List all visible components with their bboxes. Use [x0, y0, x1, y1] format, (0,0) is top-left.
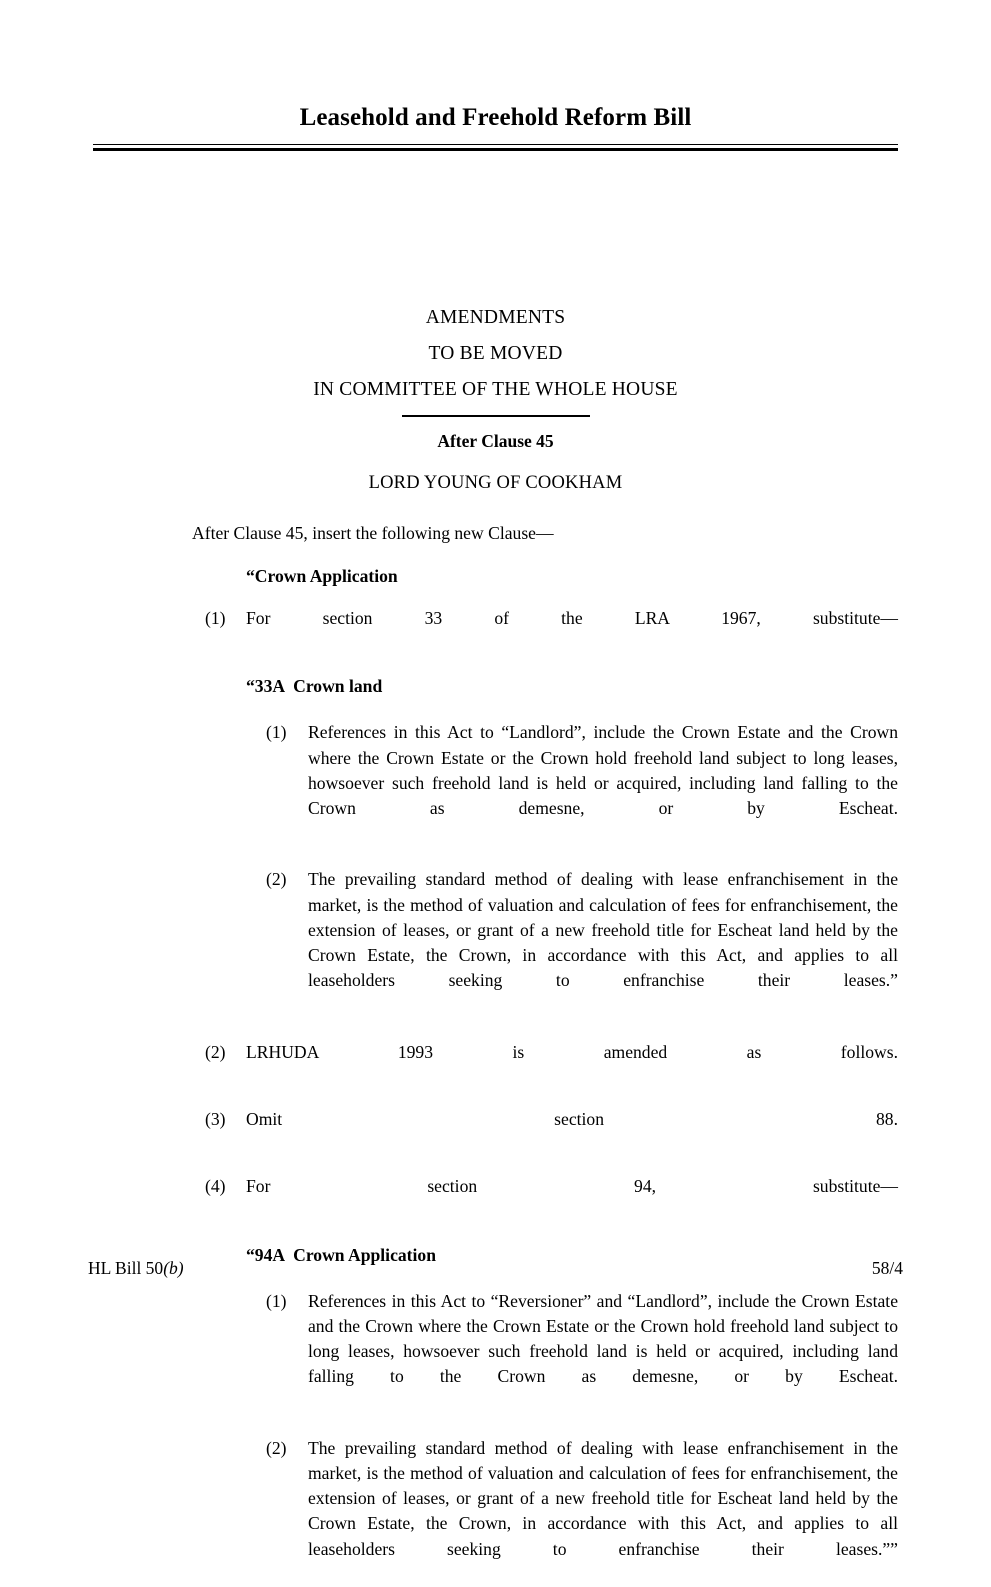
- list-item: [205, 1174, 898, 1224]
- heading-33a-label: Crown land: [293, 676, 383, 697]
- item-marker: (2): [266, 869, 287, 890]
- page-footer: [88, 1258, 903, 1279]
- item-text: References in this Act to “Reversioner” and “Landlord”, include the Crown Estate and the Crown where the Crown Estate or the Crown hold freehold land subject to long leases, howsoever such freehold land is held or acquired, including land falling to the Crown as demesne, or by Escheat.: [308, 1290, 898, 1387]
- item-text: LRHUDA 1993 is amended as follows.: [246, 1041, 898, 1062]
- item-marker: (1): [266, 722, 287, 743]
- masthead: [93, 104, 898, 151]
- bill-reference-main: HL Bill 50: [88, 1258, 164, 1278]
- heading-block: [93, 300, 898, 498]
- amendment-body: [0, 521, 991, 1587]
- item-marker: (1): [205, 608, 226, 628]
- heading-divider: [93, 408, 898, 426]
- list-item: [205, 606, 898, 656]
- item-marker: (4): [205, 1176, 226, 1197]
- rule-thick: [93, 148, 898, 151]
- list-item: [266, 1289, 898, 1415]
- item-text: The prevailing standard method of dealing with lease enfranchisement in the market, is the method of valuation and calculation of fees for enfranchisement, the extension of leases, or grant of a new freehold title for Escheat land held by the Crown Estate, the Crown, in accordance with this Act, and applies to all leaseholders seeking to enfranchise their leases.”: [308, 869, 898, 991]
- item-text: Omit section 88.: [246, 1109, 898, 1130]
- bill-reference-suffix: (b): [163, 1258, 184, 1278]
- page-number: 58/4: [871, 1258, 903, 1278]
- page-title: Leasehold and Freehold Reform Bill: [299, 104, 692, 131]
- heading-amendments: AMENDMENTS: [425, 307, 566, 328]
- short-rule: [402, 415, 590, 417]
- list-item: [266, 867, 898, 1018]
- heading-94a-label: Crown Application: [293, 1244, 437, 1265]
- list-item: [205, 1107, 898, 1157]
- list-item: [266, 1436, 898, 1587]
- item-marker: (2): [205, 1041, 226, 1062]
- heading-crown-application-label: “Crown Application: [246, 566, 398, 586]
- heading-to-be-moved: TO BE MOVED: [428, 343, 563, 364]
- insert-instruction: After Clause 45, insert the following new Clause—: [192, 523, 554, 543]
- heading-33a-number: “33A: [246, 676, 286, 697]
- item-marker: (3): [205, 1109, 226, 1130]
- item-text: For section 33 of the LRA 1967, substitute—: [246, 608, 898, 628]
- list-item: [205, 1040, 898, 1090]
- item-text: For section 94, substitute—: [246, 1176, 898, 1197]
- item-text: References in this Act to “Landlord”, include the Crown Estate and the Crown where the Crown Estate or the Crown hold freehold land subject to long leases, howsoever such freehold land is held or acquired, including land falling to the Crown as demesne, or by Escheat.: [308, 722, 898, 819]
- item-marker: (1): [266, 1290, 287, 1311]
- list-item: [266, 720, 898, 846]
- item-marker: (2): [266, 1437, 287, 1458]
- item-text: The prevailing standard method of dealing with lease enfranchisement in the market, is the method of valuation and calculation of fees for enfranchisement, the extension of leases, or grant of a new freehold title for Escheat land held by the Crown Estate, the Crown, in accordance with this Act, and applies to all leaseholders seeking to enfranchise their leases.””: [308, 1437, 898, 1559]
- heading-in-committee: IN COMMITTEE OF THE WHOLE HOUSE: [313, 379, 678, 400]
- heading-94a-number: “94A: [246, 1244, 286, 1265]
- bill-reference: [88, 1258, 184, 1279]
- heading-33a: [246, 674, 898, 699]
- masthead-double-rule: [93, 144, 898, 151]
- sponsor-name: LORD YOUNG OF COOKHAM: [368, 472, 623, 493]
- clause-heading: After Clause 45: [437, 430, 554, 451]
- heading-crown-application: [246, 564, 898, 589]
